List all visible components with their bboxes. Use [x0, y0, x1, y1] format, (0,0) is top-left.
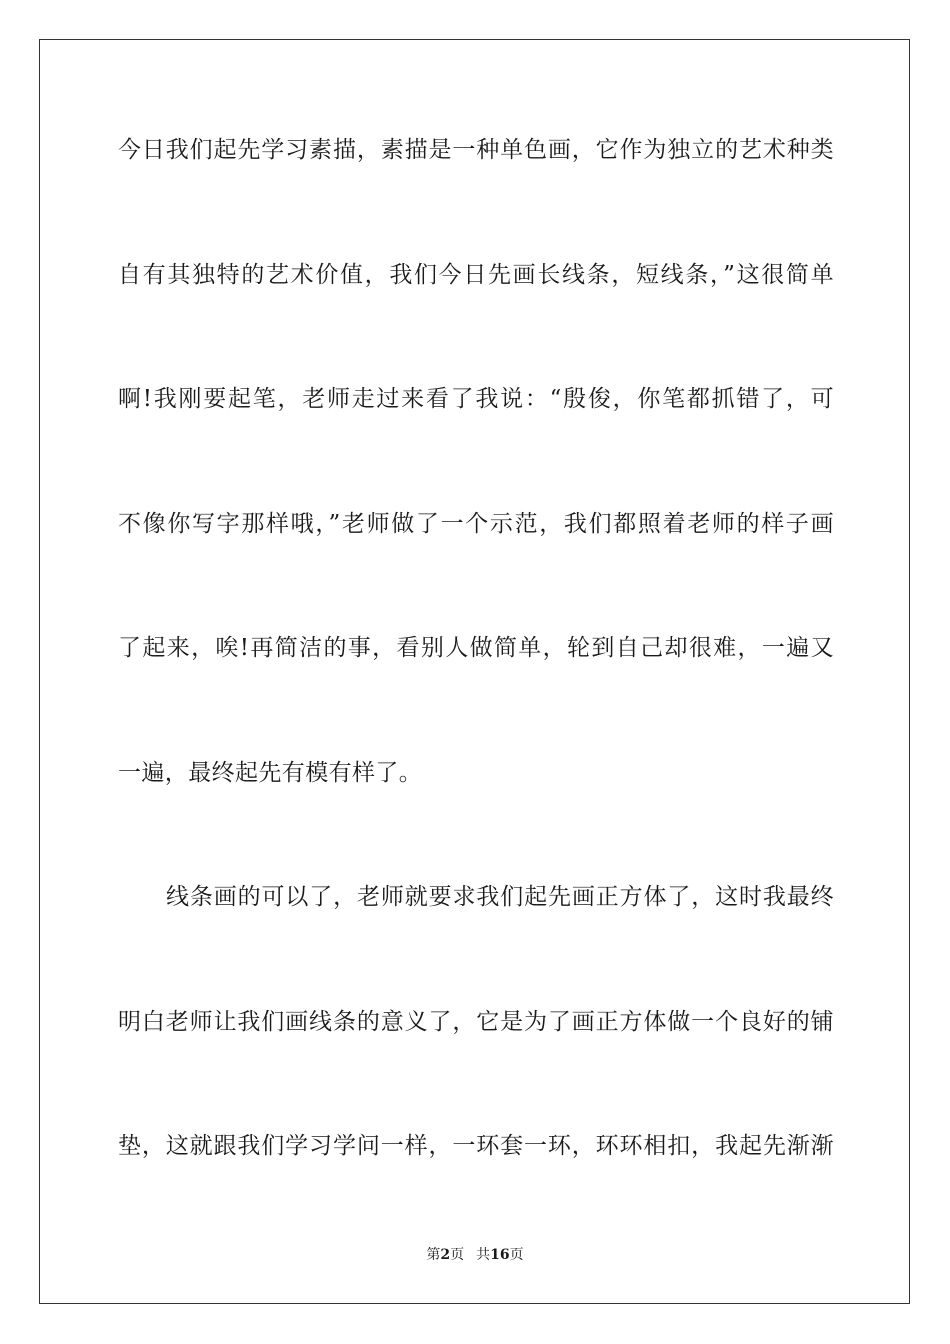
body-line-2: 自有其独特的艺术价值，我们今日先画长线条，短线条，”这很简单: [118, 262, 834, 288]
paragraph-2-line-1: 线条画的可以了，老师就要求我们起先画正方体了，这时我最终: [166, 884, 834, 910]
paragraph-2-line-3: 垫，这就跟我们学习学问一样，一环套一环，环环相扣，我起先渐渐: [118, 1133, 834, 1159]
body-line-4: 不像你写字那样哦，”老师做了一个示范，我们都照着老师的样子画: [118, 511, 834, 537]
page-border: [39, 39, 910, 1304]
page-number: 2: [440, 1247, 451, 1263]
total-suffix: 页: [509, 1247, 524, 1263]
page-prefix: 第: [426, 1247, 441, 1263]
body-line-3: 啊!我刚要起笔，老师走过来看了我说：“殷俊，你笔都抓错了，可: [118, 386, 834, 412]
page-footer: [0, 1245, 950, 1265]
body-line-5: 了起来，唉!再简洁的事，看别人做简单，轮到自己却很难，一遍又: [118, 635, 834, 661]
total-prefix: 共: [476, 1247, 491, 1263]
total-pages: 16: [490, 1247, 510, 1263]
page-suffix: 页: [450, 1247, 465, 1263]
body-line-1: 今日我们起先学习素描，素描是一种单色画，它作为独立的艺术种类: [118, 137, 834, 163]
body-line-6: 一遍，最终起先有模有样了。: [118, 760, 423, 786]
paragraph-2-line-2: 明白老师让我们画线条的意义了，它是为了画正方体做一个良好的铺: [118, 1009, 834, 1035]
